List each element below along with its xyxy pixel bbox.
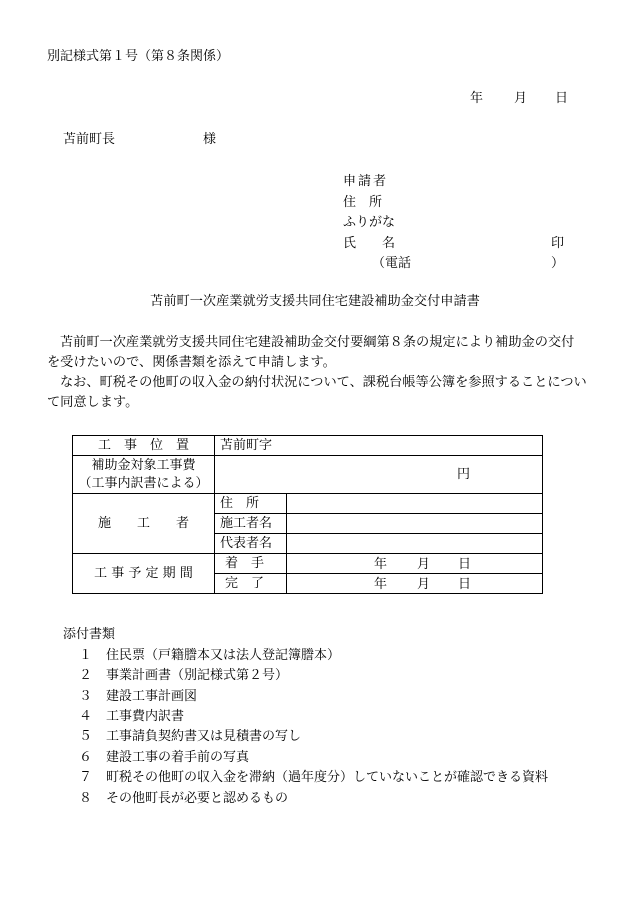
addressee-honorific: 様 [203, 132, 217, 147]
schedule-start-date [287, 554, 543, 574]
location-value: 苫前町字 [215, 436, 543, 456]
list-item: １ 住民票（戸籍謄本又は法人登記簿謄本） [79, 648, 341, 663]
table-row-contractor-address [73, 494, 543, 514]
applicant-furigana-label: ふりがな [343, 215, 396, 230]
schedule-end-date [287, 574, 543, 594]
date-day-label: 日 [555, 91, 569, 106]
attachments-heading: 添付書類 [63, 627, 116, 642]
table-row-location [73, 436, 543, 456]
list-item: ５ 工事請負契約書又は見積書の写し [79, 729, 302, 744]
cost-label [73, 456, 215, 494]
end-month: 月 [417, 577, 431, 592]
cost-unit: 円 [215, 456, 543, 494]
cost-label-line2: （工事内訳書による） [78, 475, 209, 491]
seal-mark: 印 [551, 236, 565, 251]
start-year: 年 [374, 557, 388, 572]
document-title: 苫前町一次産業就労支援共同住宅建設補助金交付申請書 [150, 294, 480, 309]
applicant-phone-close: ） [551, 256, 565, 271]
list-item: ３ 建設工事計画図 [79, 689, 198, 704]
contractor-rep-value [287, 534, 543, 554]
list-item: ２ 事業計画書（別記様式第２号） [79, 668, 289, 683]
contractor-name-label: 施工者名 [215, 514, 287, 534]
start-day: 日 [458, 557, 472, 572]
contractor-label: 施 工 者 [73, 494, 215, 554]
application-table [72, 435, 543, 594]
end-year: 年 [374, 577, 388, 592]
schedule-end-label: 完 了 [215, 574, 287, 594]
form-number: 別記様式第１号（第８条関係） [47, 49, 230, 64]
date-year-label: 年 [470, 91, 484, 106]
applicant-phone-label: （電話 [372, 256, 412, 271]
end-day: 日 [458, 577, 472, 592]
list-item: ８ その他町長が必要と認めるもの [79, 791, 289, 806]
contractor-name-value [287, 514, 543, 534]
applicant-address-label: 住 所 [343, 195, 383, 210]
schedule-start-label: 着 手 [215, 554, 287, 574]
addressee-name: 苫前町長 [63, 132, 116, 147]
schedule-label: 工 事 予 定 期 間 [73, 554, 215, 594]
applicant-title: 申請者 [343, 174, 389, 189]
location-label: 工 事 位 置 [73, 436, 215, 456]
contractor-rep-label: 代表者名 [215, 534, 287, 554]
applicant-name-label: 氏 名 [343, 236, 396, 251]
contractor-address-label: 住 所 [215, 494, 287, 514]
table-row-schedule-start [73, 554, 543, 574]
cost-label-line1: 補助金対象工事費 [91, 457, 196, 473]
list-item: ７ 町税その他町の収入金を滞納（過年度分）していないことが確認できる資料 [79, 770, 549, 785]
date-month-label: 月 [514, 91, 528, 106]
contractor-address-value [287, 494, 543, 514]
list-item: ６ 建設工事の着手前の写真 [79, 750, 250, 765]
start-month: 月 [417, 557, 431, 572]
table-row-cost [73, 456, 543, 494]
list-item: ４ 工事費内訳書 [79, 709, 185, 724]
body-paragraph-1: 苫前町一次産業就労支援共同住宅建設補助金交付要綱第８条の規定により補助金の交付を受けたいので、関係書類を添えて申請します。 [47, 335, 575, 370]
body-paragraph-2: なお、町税その他町の収入金の納付状況について、課税台帳等公簿を参照することについて同意します。 [47, 375, 587, 410]
